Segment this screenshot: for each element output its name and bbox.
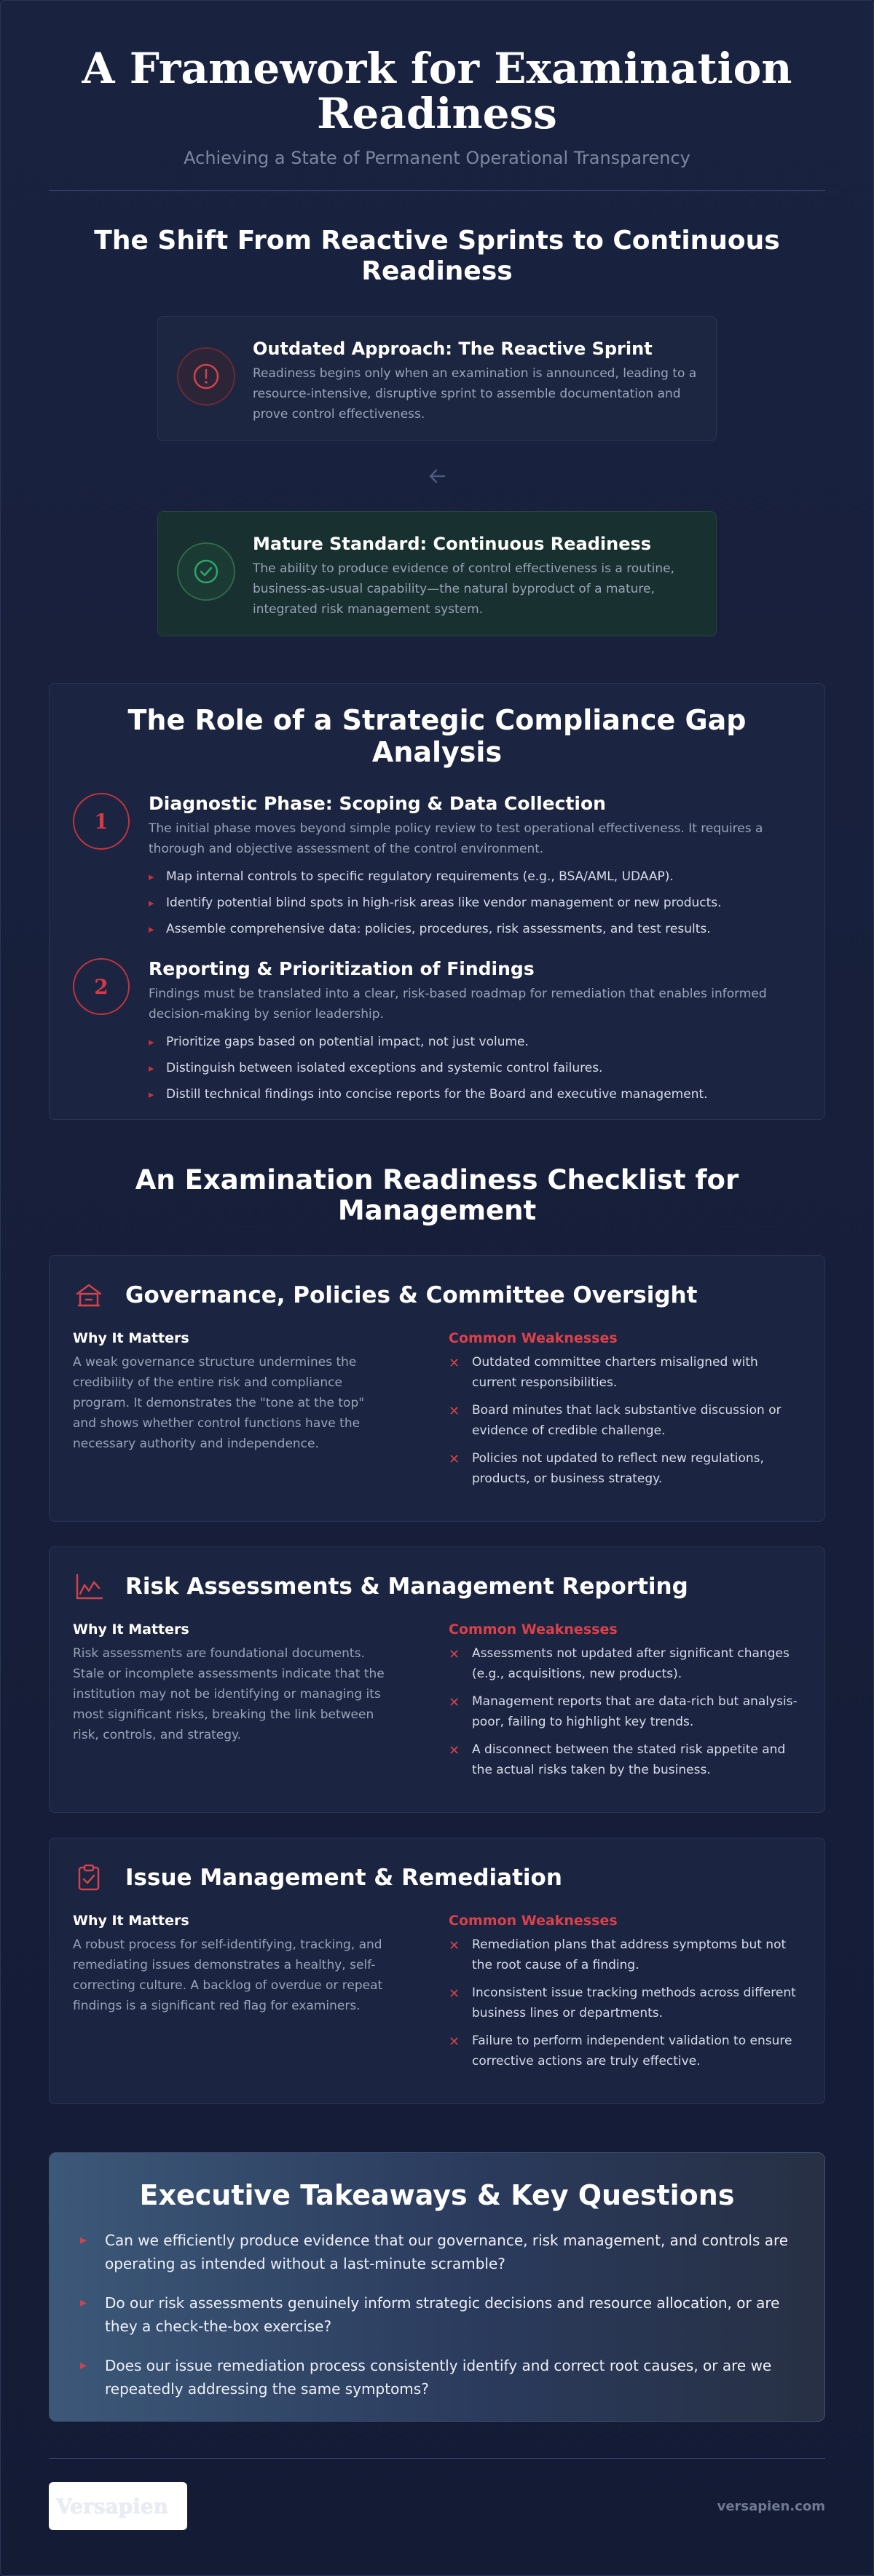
bank-icon <box>73 1279 105 1311</box>
gap-section-title: The Role of a Strategic Compliance Gap Analysis <box>127 704 747 768</box>
weaknesses-list <box>449 1352 801 1489</box>
why-it-matters-label: Why It Matters <box>73 1330 189 1346</box>
mature-standard-title: Mature Standard: Continuous Readiness <box>253 534 652 554</box>
transition-arrow <box>49 441 825 511</box>
why-it-matters-text: Risk assessments are foundational documents. Stale or incomplete assessments indicate that the institution may not be identifying or managing its most significant risks, breaking the link between risk, controls, and strategy. <box>73 1646 385 1742</box>
list-item: ✕ Policies not updated to reflect new regulations, products, or business strategy. <box>449 1448 801 1489</box>
divider <box>49 190 825 191</box>
why-it-matters-text: A robust process for self-identifying, tracking, and remediating issues demonstrates a healthy, self-correcting culture. A backlog of overdue or repeat findings is a significant red flag for examiners. <box>73 1937 383 2013</box>
phase-title: Diagnostic Phase: Scoping & Data Collection <box>149 793 606 814</box>
key-questions-list <box>80 2229 794 2401</box>
outdated-approach-title: Outdated Approach: The Reactive Sprint <box>253 339 653 359</box>
gap-analysis-panel <box>49 683 825 1120</box>
page-subtitle: Achieving a State of Permanent Operational Transparency <box>184 148 690 168</box>
list-item: ✕ Failure to perform independent validation to ensure corrective actions are truly effective. <box>449 2031 801 2071</box>
phase-1 <box>73 793 801 938</box>
list-item: ▸ Identify potential blind spots in high-risk areas like vendor management or new products. <box>149 894 801 912</box>
mature-standard-card <box>157 511 717 636</box>
list-item: ▸ Can we efficiently produce evidence that our governance, risk management, and controls are operating as intended without a last-minute scramble? <box>80 2229 794 2275</box>
list-item: ✕ Inconsistent issue tracking methods across different business lines or departments. <box>449 1983 801 2023</box>
common-weaknesses-label: Common Weaknesses <box>449 1621 618 1637</box>
checklist-card-issue-management <box>49 1838 825 2104</box>
footer <box>49 2482 825 2530</box>
list-item: ✕ Remediation plans that address symptoms but not the root cause of a finding. <box>449 1935 801 1975</box>
list-item: ✕ Outdated committee charters misaligned with current responsibilities. <box>449 1352 801 1393</box>
versapien-logo <box>49 2482 187 2530</box>
checklist-card-title: Issue Management & Remediation <box>125 1865 562 1891</box>
list-item: ▸ Distill technical findings into concise reports for the Board and executive management. <box>149 1086 801 1103</box>
phase-2 <box>73 958 801 1103</box>
list-item: ▸ Does our issue remediation process consistently identify and correct root causes, or are we repeatedly addressing the same symptoms? <box>80 2354 794 2401</box>
phase-desc: Findings must be translated into a clear, risk-based roadmap for remediation that enables informed decision-making by senior leadership. <box>149 987 767 1022</box>
footer-url: versapien.com <box>717 2498 825 2514</box>
checklist-cards <box>49 1255 825 2104</box>
check-circle-icon <box>177 542 235 601</box>
common-weaknesses-label: Common Weaknesses <box>449 1913 618 1929</box>
list-item: ▸ Map internal controls to specific regulatory requirements (e.g., BSA/AML, UDAAP). <box>149 868 801 885</box>
clipboard-check-icon <box>73 1862 105 1894</box>
shift-section-title: The Shift From Reactive Sprints to Continuous Readiness <box>94 226 780 286</box>
list-item: ▸ Assemble comprehensive data: policies, procedures, risk assessments, and test results. <box>149 920 801 938</box>
phase-title: Reporting & Prioritization of Findings <box>149 958 535 979</box>
page-title: A Framework for Examination Readiness <box>82 44 792 138</box>
why-it-matters-label: Why It Matters <box>73 1621 189 1637</box>
phase-bullets <box>149 1033 801 1103</box>
list-item: ✕ Board minutes that lack substantive discussion or evidence of credible challenge. <box>449 1400 801 1441</box>
arrow-left-icon <box>425 465 449 488</box>
footer-divider <box>49 2458 825 2459</box>
checklist-card-governance <box>49 1255 825 1522</box>
checklist-card-title: Risk Assessments & Management Reporting <box>125 1573 688 1600</box>
phase-desc: The initial phase moves beyond simple policy review to test operational effectiveness. It requires a thorough and objective assessment of the control environment. <box>149 821 763 856</box>
list-item: ▸ Do our risk assessments genuinely inform strategic decisions and resource allocation, or are they a check-the-box exercise? <box>80 2291 794 2338</box>
area-chart-icon <box>73 1571 105 1603</box>
checklist-section-title: An Examination Readiness Checklist for Management <box>135 1164 739 1226</box>
weaknesses-list <box>449 1935 801 2071</box>
phase-number-badge: 1 <box>73 793 130 850</box>
checklist-card-title: Governance, Policies & Committee Oversight <box>125 1282 698 1308</box>
checklist-card-risk-assessments <box>49 1546 825 1813</box>
logo-text: Versapien <box>56 2494 169 2518</box>
list-item: ✕ Assessments not updated after significant changes (e.g., acquisitions, new products). <box>449 1643 801 1684</box>
alert-circle-icon <box>177 347 235 406</box>
common-weaknesses-label: Common Weaknesses <box>449 1330 618 1346</box>
outdated-approach-card <box>157 316 717 441</box>
list-item: ▸ Distinguish between isolated exceptions and systemic control failures. <box>149 1059 801 1077</box>
list-item: ✕ Management reports that are data-rich but analysis-poor, failing to highlight key trends. <box>449 1691 801 1732</box>
list-item: ✕ A disconnect between the stated risk appetite and the actual risks taken by the business. <box>449 1739 801 1780</box>
why-it-matters-text: A weak governance structure undermines the credibility of the entire risk and compliance program. It demonstrates the "tone at the top" and shows whether control functions have the necessary authority and independence. <box>73 1355 365 1451</box>
why-it-matters-label: Why It Matters <box>73 1913 189 1929</box>
list-item: ▸ Prioritize gaps based on potential impact, not just volume. <box>149 1033 801 1051</box>
takeaways-title: Executive Takeaways & Key Questions <box>139 2179 735 2211</box>
weaknesses-list <box>449 1643 801 1780</box>
phase-bullets <box>149 868 801 938</box>
outdated-approach-desc: Readiness begins only when an examination is announced, leading to a resource-intensive, disruptive sprint to assemble documentation and prove control effectiveness. <box>253 366 697 422</box>
phase-number-badge: 2 <box>73 958 130 1015</box>
mature-standard-desc: The ability to produce evidence of control effectiveness is a routine, business-as-usual capability—the natural byproduct of a mature, integrated risk management system. <box>253 561 675 617</box>
executive-takeaways-panel <box>49 2152 825 2422</box>
